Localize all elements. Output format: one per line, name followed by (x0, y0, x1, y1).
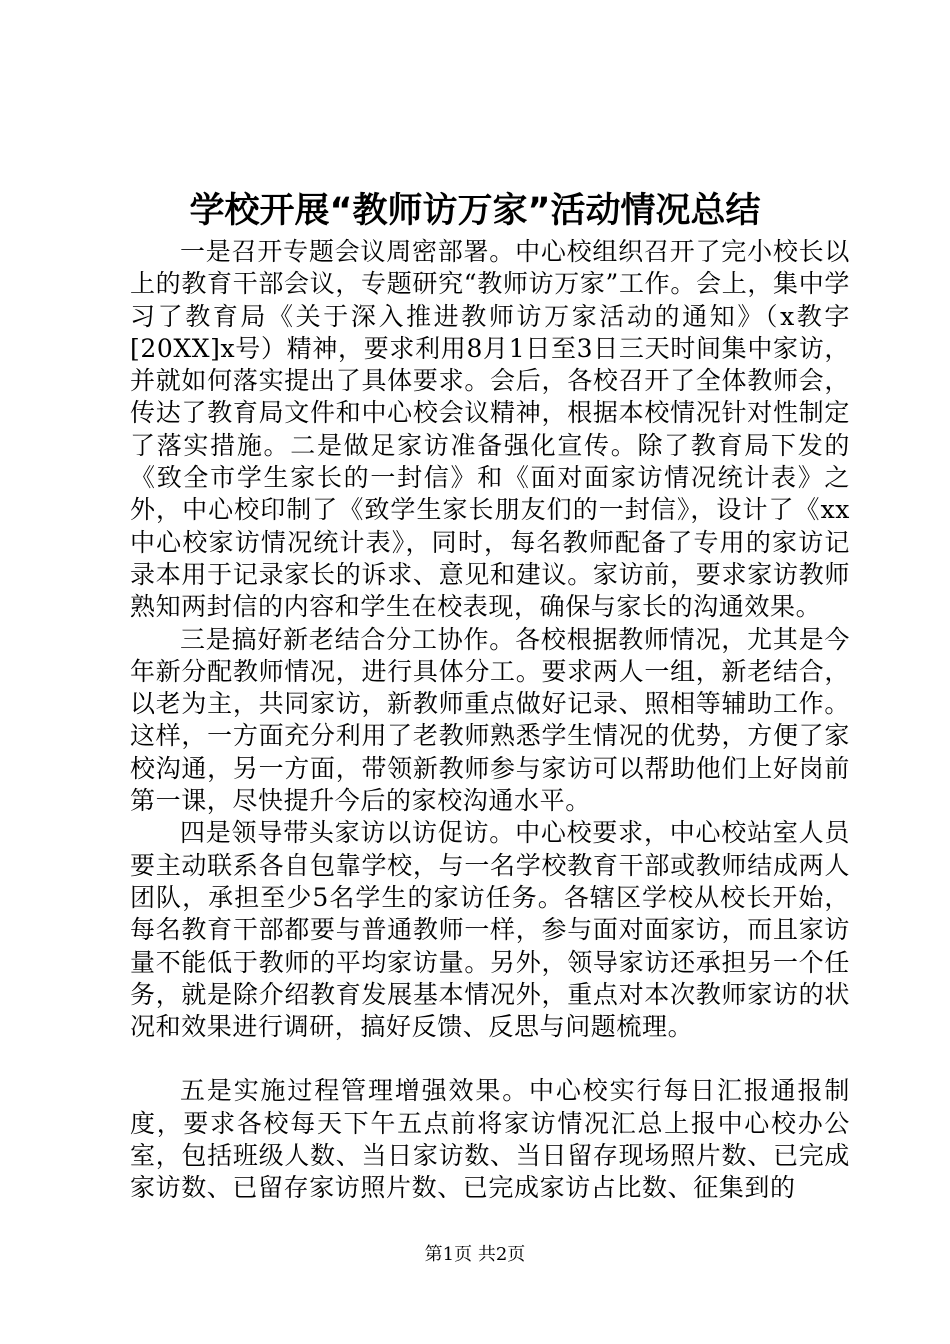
paragraph-4: 五是实施过程管理增强效果。中心校实行每日汇报通报制度，要求各校每天下午五点前将家访情况汇总上报中心校办公室，包括班级人数、当日家访数、当日留存现场照片数、已完成家访数、已留存家访照片数、已完成家访占比数、征集到的 (130, 1076, 850, 1203)
document-body (130, 236, 850, 1205)
paragraph-2: 三是搞好新老结合分工协作。各校根据教师情况，尤其是今年新分配教师情况，进行具体分工。要求两人一组，新老结合，以老为主，共同家访，新教师重点做好记录、照相等辅助工作。这样，一方面充分利用了老教师熟悉学生情况的优势，方便了家校沟通，另一方面，带领新教师参与家访可以帮助他们上好岗前第一课，尽快提升今后的家校沟通水平。 (130, 624, 850, 816)
paragraph-3: 四是领导带头家访以访促访。中心校要求，中心校站室人员要主动联系各自包靠学校，与一名学校教育干部或教师结成两人团队，承担至少5名学生的家访任务。各辖区学校从校长开始，每名教育干部都要与普通教师一样，参与面对面家访，而且家访量不能低于教师的平均家访量。另外，领导家访还承担另一个任务，就是除介绍教育发展基本情况外，重点对本次教师家访的状况和效果进行调研，搞好反馈、反思与问题梳理。 (130, 818, 850, 1042)
document-title: 学校开展“教师访万家”活动情况总结 (189, 191, 761, 231)
paragraph-1: 一是召开专题会议周密部署。中心校组织召开了完小校长以上的教育干部会议，专题研究“教师访万家”工作。会上，集中学习了教育局《关于深入推进教师访万家活动的通知》（x教字[20XX]x号）精神，要求利用8月1日至3日三天时间集中家访，并就如何落实提出了具体要求。会后，各校召开了全体教师会，传达了教育局文件和中心校会议精神，根据本校情况针对性制定了落实措施。二是做足家访准备强化宣传。除了教育局下发的《致全市学生家长的一封信》和《面对面家访情况统计表》之外，中心校印制了《致学生家长朋友们的一封信》，设计了《xx中心校家访情况统计表》，同时，每名教师配备了专用的家访记录本用于记录家长的诉求、意见和建议。家访前，要求家访教师熟知两封信的内容和学生在校表现，确保与家长的沟通效果。 (130, 237, 850, 622)
page-number-footer: 第1页 共2页 (424, 1244, 526, 1265)
